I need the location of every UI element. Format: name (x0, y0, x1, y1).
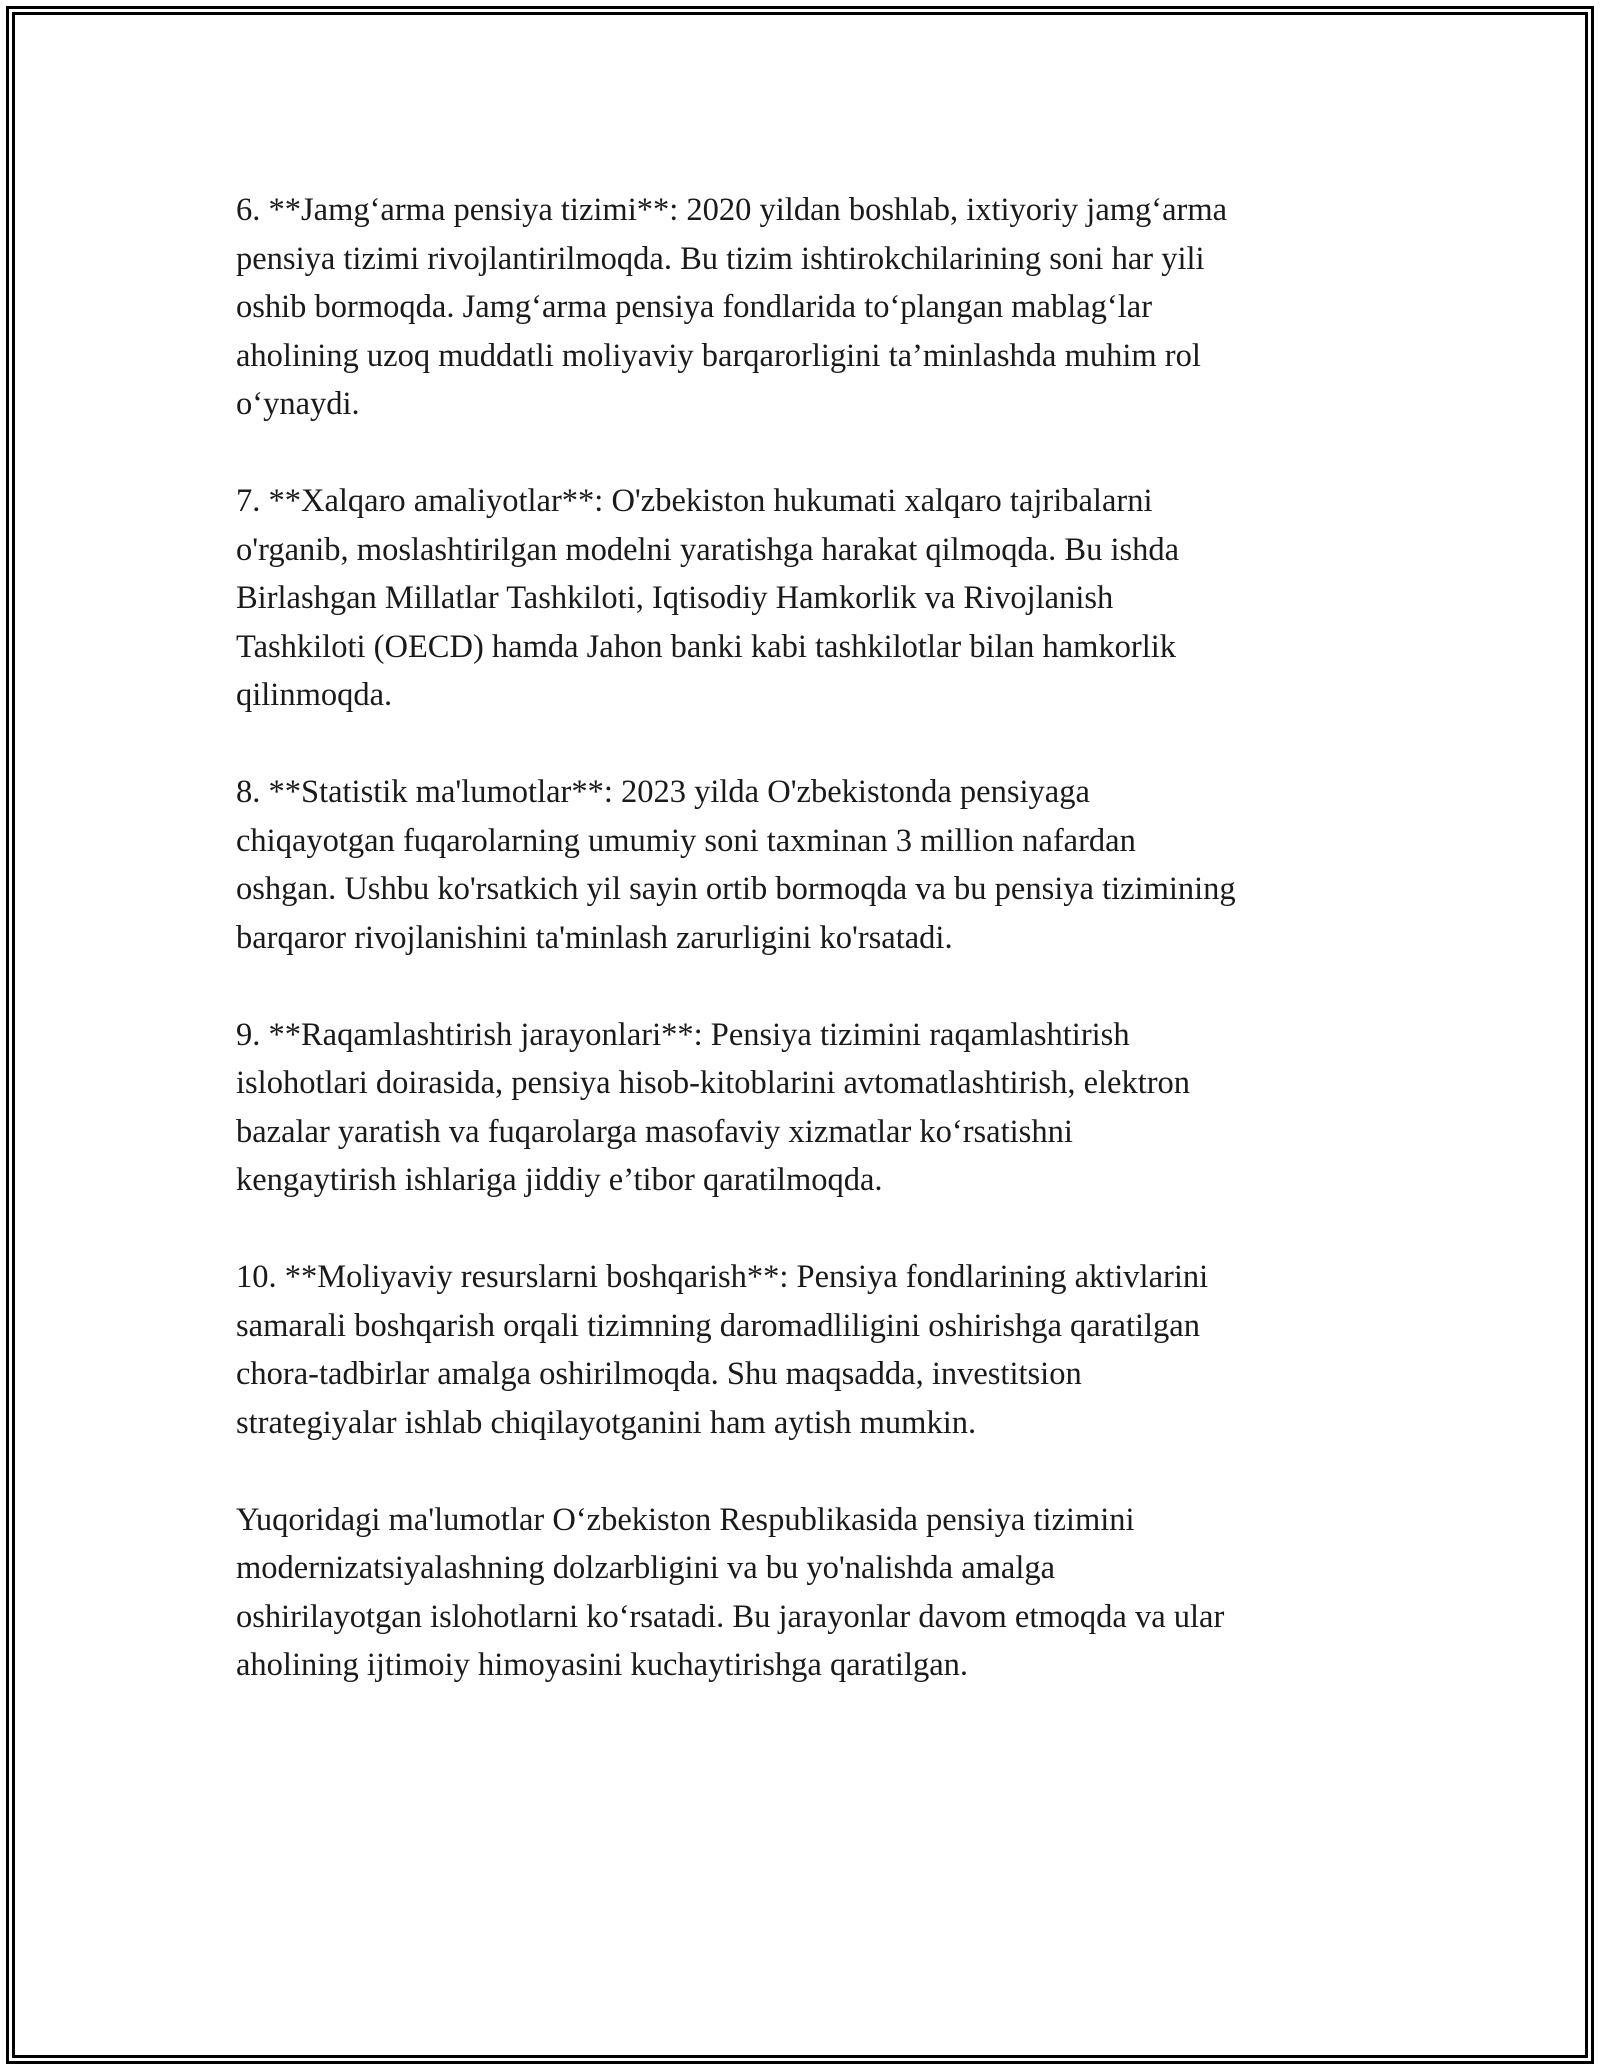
paragraph-item-6: 6. **Jamg‘arma pensiya tizimi**: 2020 yildan boshlab, ixtiyoriy jamg‘arma pensiya tizimi rivojlantirilmoqda. Bu tizim ishtirokchilarining soni har yili oshib bormoqda. Jamg‘arma pensiya fondlarida to‘plangan mablag‘lar aholining uzoq muddatli moliyaviy barqarorligini ta’minlashda muhim rol o‘ynaydi. (236, 192, 1228, 422)
paragraph-item-8: 8. **Statistik ma'lumotlar**: 2023 yilda O'zbekistonda pensiyaga chiqayotgan fuqarolarning umumiy soni taxminan 3 million nafardan oshgan. Ushbu ko'rsatkich yil sayin ortib bormoqda va bu pensiya tizimining barqaror rivojlanishini ta'minlash zarurligini ko'rsatadi. (236, 774, 1236, 956)
paragraph-item-10: 10. **Moliyaviy resurslarni boshqarish**: Pensiya fondlarining aktivlarini samarali boshqarish orqali tizimning daromadliligini oshirishga qaratilgan chora-tadbirlar amalga oshirilmoqda. Shu maqsadda, investitsion strategiyalar ishlab chiqilayotganini ham aytish mumkin. (236, 1259, 1209, 1441)
paragraph-conclusion: Yuqoridagi ma'lumotlar O‘zbekiston Respublikasida pensiya tizimini modernizatsiyalashning dolzarbligini va bu yo'nalishda amalga oshirilayotgan islohotlarni ko‘rsatadi. Bu jarayonlar davom etmoqda va ular aholining ijtimoiy himoyasini kuchaytirishga qaratilgan. (236, 1501, 1225, 1683)
paragraph-item-9: 9. **Raqamlashtirish jarayonlari**: Pensiya tizimini raqamlashtirish islohotlari doirasida, pensiya hisob-kitoblarini avtomatlashtirish, elektron bazalar yaratish va fuqarolarga masofaviy xizmatlar ko‘rsatishni kengaytirish ishlariga jiddiy e’tibor qaratilmoqda. (236, 1016, 1191, 1198)
paragraph-item-7: 7. **Xalqaro amaliyotlar**: O'zbekiston hukumati xalqaro tajribalarni o'rganib, moslashtirilgan modelni yaratishga harakat qilmoqda. Bu ishda Birlashgan Millatlar Tashkiloti, Iqtisodiy Hamkorlik va Rivojlanish Tashkiloti (OECD) hamda Jahon banki kabi tashkilotlar bilan hamkorlik qilinmoqda. (236, 483, 1180, 713)
document-body (236, 186, 1376, 1690)
